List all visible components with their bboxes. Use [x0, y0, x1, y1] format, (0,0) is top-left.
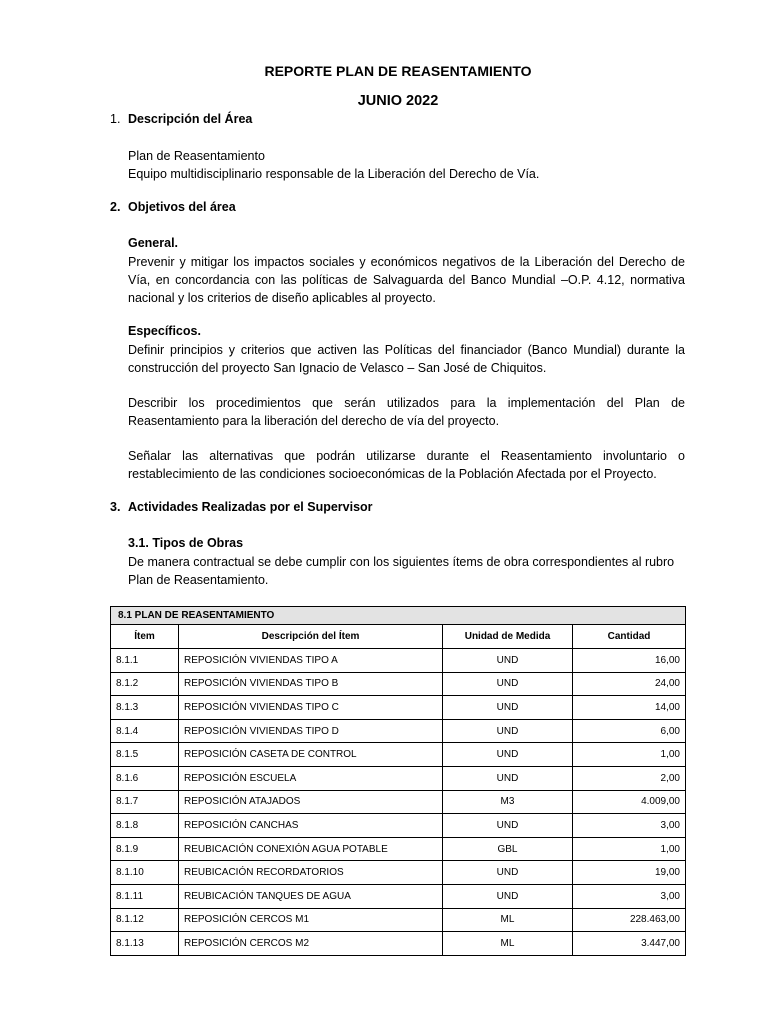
cell-description: REUBICACIÓN RECORDATORIOS: [179, 861, 443, 885]
specific-label: Específicos.: [128, 324, 201, 338]
cell-description: REPOSICIÓN CANCHAS: [179, 814, 443, 838]
cell-quantity: 1,00: [573, 837, 686, 861]
subsection-3-1-text: De manera contractual se debe cumplir con los siguientes ítems de obra correspondientes al rubro Plan de Reasentamiento.: [128, 555, 675, 587]
cell-unit: UND: [443, 672, 573, 696]
table-row: [111, 790, 686, 814]
cell-unit: UND: [443, 696, 573, 720]
cell-item: 8.1.2: [111, 672, 179, 696]
cell-description: REPOSICIÓN VIVIENDAS TIPO A: [179, 649, 443, 673]
section-2-title: Objetivos del área: [128, 200, 236, 214]
cell-unit: UND: [443, 861, 573, 885]
cell-quantity: 19,00: [573, 861, 686, 885]
table-row: [111, 672, 686, 696]
cell-unit: UND: [443, 814, 573, 838]
cell-item: 8.1.11: [111, 884, 179, 908]
section-2-heading: [110, 200, 236, 214]
cell-item: 8.1.5: [111, 743, 179, 767]
cell-unit: UND: [443, 719, 573, 743]
cell-description: REPOSICIÓN ATAJADOS: [179, 790, 443, 814]
cell-unit: UND: [443, 884, 573, 908]
cell-item: 8.1.10: [111, 861, 179, 885]
table-body: [111, 649, 686, 956]
column-header-description: Descripción del Ítem: [179, 625, 443, 649]
column-header-unit: Unidad de Medida: [443, 625, 573, 649]
section-1-number: 1.: [110, 112, 121, 126]
table-row: [111, 837, 686, 861]
cell-item: 8.1.12: [111, 908, 179, 932]
cell-description: REUBICACIÓN CONEXIÓN AGUA POTABLE: [179, 837, 443, 861]
cell-unit: UND: [443, 649, 573, 673]
section-1-title: Descripción del Área: [128, 112, 253, 126]
section-1-heading: [110, 112, 252, 126]
cell-item: 8.1.13: [111, 932, 179, 956]
cell-description: REPOSICIÓN CERCOS M1: [179, 908, 443, 932]
resettlement-items-table: [110, 606, 686, 956]
table-header-row: [111, 625, 686, 649]
table-row: [111, 884, 686, 908]
cell-quantity: 24,00: [573, 672, 686, 696]
cell-quantity: 228.463,00: [573, 908, 686, 932]
table-caption: 8.1 PLAN DE REASENTAMIENTO: [111, 607, 686, 625]
section-2-number: 2.: [110, 200, 121, 214]
section-3-number: 3.: [110, 500, 121, 514]
general-text: Prevenir y mitigar los impactos sociales y económicos negativos de la Liberación del Derecho de Vía, en concordancia con las políticas de Salvaguarda del Banco Mundial –O.P. 4.12, normativa nacional y los criterios de diseño aplicables al proyecto.: [128, 255, 685, 305]
section-3-heading: [110, 500, 373, 514]
section-1-line-1: Plan de Reasentamiento: [128, 149, 265, 163]
cell-item: 8.1.9: [111, 837, 179, 861]
report-title: REPORTE PLAN DE REASENTAMIENTO: [264, 63, 532, 79]
cell-quantity: 3,00: [573, 884, 686, 908]
cell-quantity: 16,00: [573, 649, 686, 673]
cell-quantity: 2,00: [573, 766, 686, 790]
cell-item: 8.1.4: [111, 719, 179, 743]
column-header-item: Ítem: [111, 625, 179, 649]
cell-quantity: 1,00: [573, 743, 686, 767]
cell-unit: UND: [443, 743, 573, 767]
cell-item: 8.1.3: [111, 696, 179, 720]
cell-unit: GBL: [443, 837, 573, 861]
cell-quantity: 14,00: [573, 696, 686, 720]
table-row: [111, 861, 686, 885]
section-1-body: [128, 147, 685, 183]
cell-quantity: 3.447,00: [573, 932, 686, 956]
specific-objective-1: Definir principios y criterios que activen las Políticas del financiador (Banco Mundial) durante la construcción del proyecto San Ignacio de Velasco – San José de Chiquitos.: [128, 343, 685, 375]
cell-quantity: 4.009,00: [573, 790, 686, 814]
cell-description: REPOSICIÓN VIVIENDAS TIPO C: [179, 696, 443, 720]
table-row: [111, 908, 686, 932]
section-1-line-2: Equipo multidisciplinario responsable de la Liberación del Derecho de Vía.: [128, 167, 540, 181]
table-row: [111, 649, 686, 673]
table-row: [111, 696, 686, 720]
subsection-3-1-heading: 3.1. Tipos de Obras: [128, 536, 244, 550]
specific-objective-2: Describir los procedimientos que serán utilizados para la implementación del Plan de Reasentamiento para la liberación del derecho de vía del proyecto.: [128, 396, 685, 428]
cell-item: 8.1.8: [111, 814, 179, 838]
report-date: JUNIO 2022: [357, 93, 439, 109]
cell-description: REPOSICIÓN CASETA DE CONTROL: [179, 743, 443, 767]
cell-item: 8.1.1: [111, 649, 179, 673]
cell-unit: M3: [443, 790, 573, 814]
cell-item: 8.1.6: [111, 766, 179, 790]
cell-description: REUBICACIÓN TANQUES DE AGUA: [179, 884, 443, 908]
cell-unit: UND: [443, 766, 573, 790]
cell-description: REPOSICIÓN ESCUELA: [179, 766, 443, 790]
table-row: [111, 766, 686, 790]
cell-description: REPOSICIÓN VIVIENDAS TIPO D: [179, 719, 443, 743]
column-header-quantity: Cantidad: [573, 625, 686, 649]
cell-quantity: 3,00: [573, 814, 686, 838]
section-3-title: Actividades Realizadas por el Supervisor: [128, 500, 373, 514]
cell-quantity: 6,00: [573, 719, 686, 743]
table-row: [111, 932, 686, 956]
cell-item: 8.1.7: [111, 790, 179, 814]
cell-description: REPOSICIÓN VIVIENDAS TIPO B: [179, 672, 443, 696]
cell-unit: ML: [443, 932, 573, 956]
cell-description: REPOSICIÓN CERCOS M2: [179, 932, 443, 956]
specific-objective-3: Señalar las alternativas que podrán utilizarse durante el Reasentamiento involuntario o restablecimiento de las condiciones socioeconómicas de la Población Afectada por el Proyecto.: [128, 449, 685, 481]
general-label: General.: [128, 236, 179, 250]
table-row: [111, 719, 686, 743]
table-row: [111, 814, 686, 838]
cell-unit: ML: [443, 908, 573, 932]
table-row: [111, 743, 686, 767]
